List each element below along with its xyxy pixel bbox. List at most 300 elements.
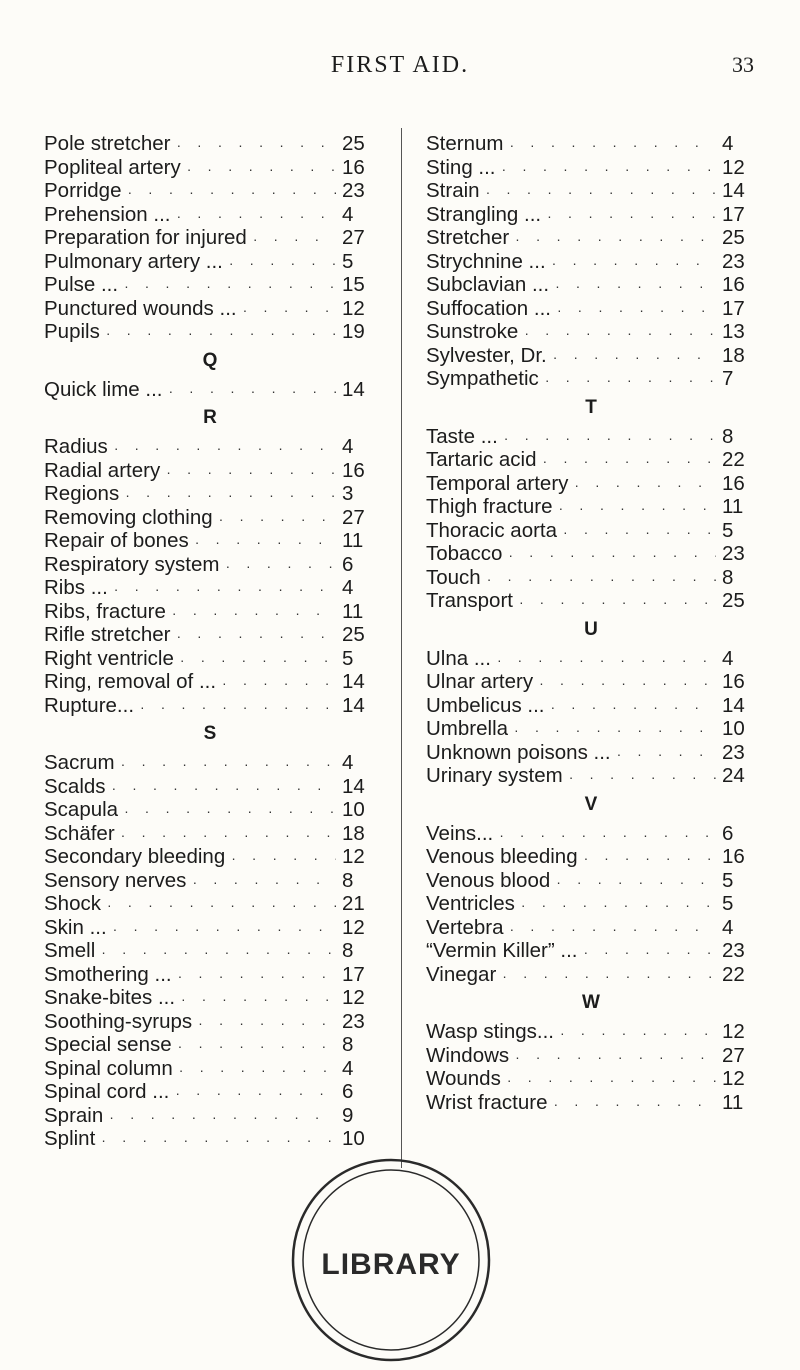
entry-term: Sylvester, Dr. <box>426 343 547 367</box>
index-entry <box>44 623 376 647</box>
entry-page-number: 10 <box>722 717 745 740</box>
entry-term: Sacrum <box>44 751 115 774</box>
leader-dots <box>537 450 716 474</box>
leader-dots <box>219 555 336 579</box>
entry-page-number: 22 <box>722 962 745 986</box>
entry-term: Wasp stings... <box>426 1020 554 1043</box>
index-entry <box>44 203 376 227</box>
entry-page-number: 6 <box>722 821 734 845</box>
index-entry <box>44 156 376 180</box>
index-entry <box>426 495 756 519</box>
entry-page-number: 12 <box>722 1067 745 1090</box>
leader-dots <box>503 134 716 158</box>
entry-term: Ring, removal of ... <box>44 670 217 693</box>
index-entry <box>44 1010 376 1034</box>
leader-dots <box>496 965 716 989</box>
entry-page-number: 19 <box>342 320 365 343</box>
leader-dots <box>498 427 716 451</box>
entry-page-number: 8 <box>342 1033 354 1056</box>
index-entry <box>44 506 376 530</box>
entry-page-number: 16 <box>722 273 745 296</box>
entry-page-number: 4 <box>342 435 354 458</box>
leader-dots <box>170 625 336 649</box>
leader-dots <box>115 824 336 848</box>
stamp-text: LIBRARY <box>321 1248 461 1281</box>
leader-dots <box>237 299 336 323</box>
leader-dots <box>170 134 336 158</box>
entry-page-number: 16 <box>722 670 745 693</box>
entry-term: Sunstroke <box>426 320 519 343</box>
entry-page-number: 8 <box>722 424 734 448</box>
index-entry <box>44 963 376 987</box>
index-entry <box>44 482 376 506</box>
leader-dots <box>508 719 716 743</box>
index-entry <box>426 519 756 543</box>
leader-dots <box>95 941 336 965</box>
leader-dots <box>181 158 336 182</box>
entry-term: Pole stretcher <box>44 132 171 155</box>
entry-term: Preparation for injured <box>44 226 247 249</box>
index-entry <box>426 1091 756 1115</box>
entry-term: Respiratory system <box>44 552 220 576</box>
leader-dots <box>554 1022 716 1046</box>
entry-term: Soothing-syrups <box>44 1009 193 1033</box>
section-letter: T <box>585 396 597 418</box>
entry-page-number: 15 <box>342 273 365 296</box>
entry-page-number: 4 <box>342 576 354 599</box>
index-entry <box>426 448 756 472</box>
leader-dots <box>108 437 336 461</box>
entry-page-number: 6 <box>342 1080 354 1103</box>
index-entry <box>44 892 376 916</box>
entry-term: Sensory nerves <box>44 868 187 892</box>
index-entry <box>426 542 756 566</box>
section-letter: W <box>582 992 600 1013</box>
entry-term: Veins... <box>426 821 494 845</box>
leader-dots <box>100 322 336 346</box>
leader-dots <box>213 508 336 532</box>
leader-dots <box>115 753 336 777</box>
leader-dots <box>491 649 716 673</box>
index-entry <box>44 250 376 274</box>
leader-dots <box>544 696 716 720</box>
entry-term: Suffocation ... <box>426 296 551 320</box>
index-entry <box>44 869 376 893</box>
leader-dots <box>118 275 336 299</box>
index-entry <box>426 179 756 203</box>
index-entry <box>44 320 376 344</box>
leader-dots <box>481 568 716 592</box>
leader-dots <box>557 521 716 545</box>
section-letter: U <box>584 618 598 640</box>
entry-term: Spinal column <box>44 1056 173 1080</box>
entry-term: Ribs, fracture <box>44 599 166 623</box>
index-entry <box>44 132 376 156</box>
entry-term: Urinary system <box>426 764 563 787</box>
entry-page-number: 11 <box>722 495 744 518</box>
entry-page-number: 23 <box>722 542 745 565</box>
index-entry <box>44 1104 376 1128</box>
index-entry <box>426 845 756 869</box>
leader-dots <box>186 871 336 895</box>
leader-dots <box>515 894 716 918</box>
entry-page-number: 8 <box>722 565 734 589</box>
entry-page-number: 4 <box>722 132 734 155</box>
index-entry <box>44 916 376 940</box>
leader-dots <box>172 965 336 989</box>
index-entry <box>44 378 376 402</box>
index-entry <box>44 822 376 846</box>
entry-page-number: 16 <box>342 155 365 179</box>
entry-term: Unknown poisons ... <box>426 740 611 764</box>
entry-page-number: 23 <box>722 939 745 962</box>
entry-term: “Vermin Killer” ... <box>426 939 578 962</box>
entry-page-number: 4 <box>342 751 354 774</box>
entry-page-number: 24 <box>722 764 745 787</box>
entry-term: Scalds <box>44 774 106 798</box>
entry-term: Special sense <box>44 1033 172 1056</box>
leader-dots <box>175 988 336 1012</box>
entry-term: Splint <box>44 1127 96 1150</box>
entry-term: Thoracic aorta <box>426 518 558 542</box>
entry-page-number: 5 <box>722 868 734 892</box>
entry-term: Transport <box>426 589 513 612</box>
entry-page-number: 27 <box>342 226 365 249</box>
entry-term: Wrist fracture <box>426 1090 548 1114</box>
leader-dots <box>552 497 716 521</box>
entry-page-number: 17 <box>342 962 365 986</box>
leader-dots <box>106 777 336 801</box>
entry-term: Taste ... <box>426 424 498 448</box>
index-entry <box>44 576 376 600</box>
index-entry <box>44 273 376 297</box>
leader-dots <box>122 181 337 205</box>
leader-dots <box>174 649 336 673</box>
leader-dots <box>192 1012 336 1036</box>
entry-page-number: 27 <box>342 505 365 529</box>
leader-dots <box>518 322 716 346</box>
entry-term: Shock <box>44 892 101 915</box>
leader-dots <box>225 847 336 871</box>
index-entry <box>426 869 756 893</box>
index-entry <box>426 566 756 590</box>
entry-page-number: 12 <box>722 1020 745 1043</box>
leader-dots <box>549 275 716 299</box>
leader-dots <box>611 743 716 767</box>
entry-term: Popliteal artery <box>44 155 181 179</box>
index-entry <box>426 916 756 940</box>
index-entry <box>426 741 756 765</box>
entry-term: Temporal artery <box>426 471 569 495</box>
index-entry <box>44 1033 376 1057</box>
entry-page-number: 18 <box>722 343 745 367</box>
entry-term: Ulnar artery <box>426 670 534 693</box>
leader-dots <box>502 544 716 568</box>
page-header <box>0 52 800 92</box>
section-letter: V <box>584 793 598 815</box>
leader-dots <box>160 461 336 485</box>
entry-page-number: 4 <box>722 646 734 670</box>
entry-page-number: 11 <box>342 529 364 552</box>
entry-page-number: 17 <box>722 296 745 320</box>
entry-page-number: 8 <box>342 939 354 962</box>
entry-page-number: 22 <box>722 448 745 471</box>
entry-term: Repair of bones <box>44 529 189 552</box>
leader-dots <box>547 346 716 370</box>
leader-dots <box>162 380 336 404</box>
index-entry <box>426 203 756 227</box>
entry-term: Strain <box>426 179 480 202</box>
entry-term: Tartaric acid <box>426 448 537 471</box>
index-entry <box>44 459 376 483</box>
index-entry <box>426 344 756 368</box>
leader-dots <box>546 252 716 276</box>
index-entry <box>426 425 756 449</box>
index-entry <box>44 798 376 822</box>
column-divider <box>401 128 402 1168</box>
entry-term: Venous blood <box>426 868 551 892</box>
index-entry <box>44 226 376 250</box>
index-entry <box>426 132 756 156</box>
entry-term: Vertebra <box>426 915 504 939</box>
entry-term: Ulna ... <box>426 646 491 670</box>
leader-dots <box>501 1069 716 1093</box>
entry-page-number: 10 <box>342 798 365 821</box>
leader-dots <box>247 228 336 252</box>
entry-term: Spinal cord ... <box>44 1080 170 1103</box>
entry-term: Pulse ... <box>44 273 119 296</box>
leader-dots <box>550 871 716 895</box>
entry-page-number: 12 <box>342 986 365 1009</box>
leader-dots <box>548 1093 717 1117</box>
index-entry <box>426 822 756 846</box>
leader-dots <box>493 824 716 848</box>
entry-page-number: 14 <box>342 774 365 798</box>
index-entry <box>44 553 376 577</box>
entry-page-number: 25 <box>722 589 745 612</box>
entry-page-number: 5 <box>342 646 354 670</box>
leader-dots <box>504 918 717 942</box>
entry-page-number: 5 <box>722 892 734 915</box>
index-entry <box>426 297 756 321</box>
leader-dots <box>103 1106 336 1130</box>
index-entry <box>426 892 756 916</box>
index-entry <box>426 1044 756 1068</box>
entry-page-number: 16 <box>722 845 745 868</box>
entry-page-number: 14 <box>722 179 745 202</box>
leader-dots <box>496 158 716 182</box>
index-entry <box>44 939 376 963</box>
library-stamp-icon <box>286 1150 496 1365</box>
leader-dots <box>107 918 336 942</box>
leader-dots <box>578 847 716 871</box>
entry-term: Skin ... <box>44 915 107 939</box>
entry-page-number: 14 <box>342 670 365 693</box>
leader-dots <box>509 1046 716 1070</box>
entry-term: Scapula <box>44 798 119 821</box>
entry-page-number: 23 <box>722 740 745 764</box>
index-entry <box>426 939 756 963</box>
entry-term: Umbrella <box>426 717 509 740</box>
index-entry <box>44 1080 376 1104</box>
entry-page-number: 23 <box>342 1009 365 1033</box>
section-letter: R <box>203 407 217 428</box>
index-entry <box>426 472 756 496</box>
leader-dots <box>118 800 336 824</box>
entry-page-number: 14 <box>342 377 365 401</box>
entry-page-number: 14 <box>722 693 745 717</box>
entry-term: Pupils <box>44 320 100 343</box>
entry-term: Smell <box>44 939 96 962</box>
index-entry <box>44 600 376 624</box>
entry-page-number: 12 <box>342 845 365 868</box>
leader-dots <box>101 894 336 918</box>
entry-page-number: 4 <box>722 915 734 939</box>
entry-page-number: 10 <box>342 1127 365 1150</box>
index-entry <box>426 1067 756 1091</box>
entry-page-number: 5 <box>342 249 354 273</box>
entry-term: Pulmonary artery ... <box>44 249 223 273</box>
entry-term: Sternum <box>426 132 504 155</box>
entry-page-number: 21 <box>342 892 365 915</box>
leader-dots <box>568 474 716 498</box>
index-column-right <box>426 132 756 1114</box>
section-letter: Q <box>202 349 218 371</box>
page-number: 33 <box>732 52 754 77</box>
entry-term: Venous bleeding <box>426 845 578 868</box>
entry-term: Sympathetic <box>426 367 539 390</box>
entry-page-number: 12 <box>342 915 365 939</box>
entry-term: Ventricles <box>426 892 515 915</box>
entry-page-number: 23 <box>342 179 365 202</box>
entry-page-number: 4 <box>342 202 354 226</box>
entry-term: Snake-bites ... <box>44 986 176 1009</box>
index-entry <box>426 320 756 344</box>
entry-term: Thigh fracture <box>426 495 553 518</box>
leader-dots <box>134 696 336 720</box>
entry-page-number: 3 <box>342 482 354 505</box>
section-letter: S <box>203 723 217 744</box>
index-entry <box>44 647 376 671</box>
entry-page-number: 14 <box>342 693 365 717</box>
entry-term: Subclavian ... <box>426 273 550 296</box>
index-entry <box>426 589 756 613</box>
entry-page-number: 12 <box>722 155 745 179</box>
leader-dots <box>169 1082 336 1106</box>
index-entry <box>426 717 756 741</box>
entry-term: Radial artery <box>44 458 161 482</box>
index-entry <box>44 986 376 1010</box>
entry-term: Ribs ... <box>44 576 108 599</box>
leader-dots <box>541 205 716 229</box>
index-entry <box>44 670 376 694</box>
leader-dots <box>578 941 717 965</box>
entry-term: Sprain <box>44 1103 104 1127</box>
entry-page-number: 4 <box>342 1056 354 1080</box>
entry-term: Regions <box>44 482 120 505</box>
index-entry <box>426 670 756 694</box>
entry-page-number: 12 <box>342 296 365 320</box>
entry-term: Punctured wounds ... <box>44 296 237 320</box>
index-entry <box>44 435 376 459</box>
index-entry <box>44 1057 376 1081</box>
entry-term: Umbelicus ... <box>426 693 545 717</box>
entry-term: Wounds <box>426 1067 501 1090</box>
leader-dots <box>189 531 336 555</box>
entry-page-number: 23 <box>722 249 745 273</box>
entry-page-number: 17 <box>722 202 745 226</box>
entry-term: Strychnine ... <box>426 249 546 273</box>
library-stamp <box>286 1150 496 1365</box>
entry-term: Radius <box>44 435 108 458</box>
entry-term: Tobacco <box>426 542 503 565</box>
entry-term: Smothering ... <box>44 962 172 986</box>
index-entry <box>426 226 756 250</box>
entry-page-number: 11 <box>342 599 364 623</box>
index-entry <box>426 250 756 274</box>
entry-term: Removing clothing <box>44 505 213 529</box>
entry-page-number: 25 <box>342 623 365 646</box>
entry-page-number: 11 <box>722 1090 744 1114</box>
entry-term: Secondary bleeding <box>44 845 226 868</box>
leader-dots <box>108 578 336 602</box>
leader-dots <box>223 252 336 276</box>
index-entry <box>426 156 756 180</box>
entry-page-number: 13 <box>722 320 745 343</box>
entry-term: Sting ... <box>426 155 496 179</box>
leader-dots <box>539 369 716 393</box>
entry-term: Rifle stretcher <box>44 623 171 646</box>
entry-page-number: 16 <box>722 471 745 495</box>
leader-dots <box>119 484 336 508</box>
index-entry <box>426 694 756 718</box>
entry-term: Schäfer <box>44 821 115 845</box>
entry-page-number: 5 <box>722 518 734 542</box>
leader-dots <box>173 1059 336 1083</box>
index-entry <box>426 963 756 987</box>
entry-page-number: 16 <box>342 458 365 482</box>
entry-page-number: 9 <box>342 1103 354 1127</box>
leader-dots <box>480 181 716 205</box>
entry-page-number: 18 <box>342 821 365 845</box>
entry-page-number: 25 <box>342 132 365 155</box>
index-entry <box>426 367 756 391</box>
entry-page-number: 27 <box>722 1043 745 1067</box>
entry-page-number: 7 <box>722 367 734 390</box>
index-column-left <box>44 132 376 1151</box>
entry-term: Quick lime ... <box>44 377 163 401</box>
index-entry <box>44 845 376 869</box>
index-entry <box>44 694 376 718</box>
entry-term: Stretcher <box>426 226 510 249</box>
index-entry <box>426 647 756 671</box>
entry-term: Strangling ... <box>426 202 542 226</box>
leader-dots <box>166 602 336 626</box>
index-entry <box>44 297 376 321</box>
leader-dots <box>509 228 716 252</box>
entry-page-number: 25 <box>722 226 745 249</box>
index-entry <box>426 1020 756 1044</box>
entry-term: Windows <box>426 1043 510 1067</box>
entry-page-number: 8 <box>342 868 354 892</box>
entry-term: Touch <box>426 565 481 589</box>
leader-dots <box>563 766 716 790</box>
leader-dots <box>172 1035 336 1059</box>
index-entry <box>44 775 376 799</box>
entry-page-number: 6 <box>342 552 354 576</box>
index-entry <box>426 273 756 297</box>
leader-dots <box>171 205 337 229</box>
